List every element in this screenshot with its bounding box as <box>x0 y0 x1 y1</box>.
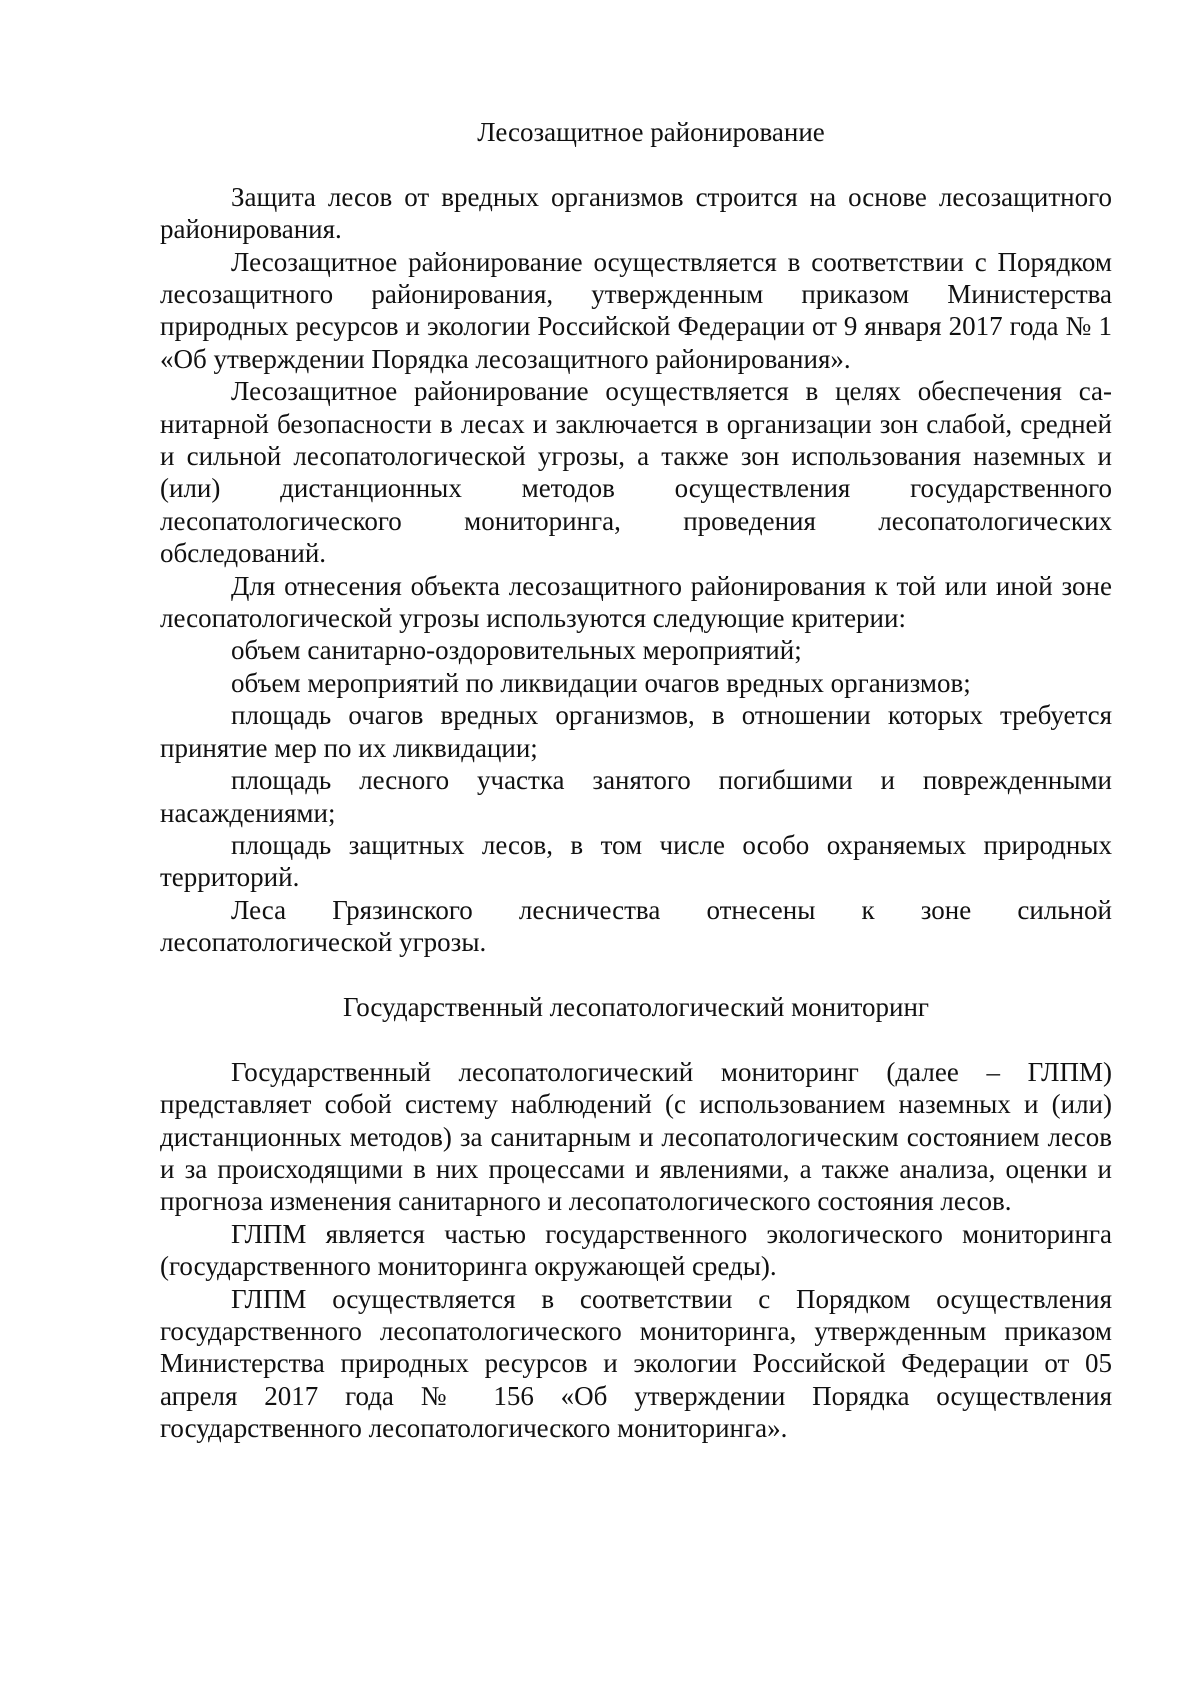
paragraph: Леса Грязинского лесничества отнесены к зоне сильной лесопатологической угрозы. <box>160 894 1112 958</box>
spacer <box>160 959 1112 991</box>
paragraph: Государственный лесопатологический мониторинг (далее – ГЛПМ) представляет собой систему наблюдений (с использованием наземных и (или) дистанционных методов) за санитарным и лесопатологическим состоянием лесов и за происходящими в них процессами и явлениями, а также анализа, оценки и прогноза изменения санитарного и лесопатологического состояния лесов. <box>160 1056 1112 1217</box>
paragraph: Для отнесения объекта лесозащитного районирования к той или иной зоне лесопатологической угрозы используются следующие критерии: <box>160 570 1112 634</box>
section-title-forest-zoning: Лесозащитное районирование <box>477 117 825 147</box>
paragraph: ГЛПМ является частью государственного экологического мониторинга (государственного мониторинга окружающей среды). <box>160 1218 1112 1282</box>
criteria-item: площадь защитных лесов, в том числе особо охраняемых природных территорий. <box>160 829 1112 893</box>
criteria-item: площадь очагов вредных организмов, в отношении которых требуется принятие мер по их ликвидации; <box>160 700 1112 763</box>
spacer <box>160 148 1112 180</box>
criteria-item: объем мероприятий по ликвидации очагов вредных организмов; <box>231 667 971 698</box>
paragraph: ГЛПМ осуществляется в соответствии с Порядком осуществления государственного лесопатологического мониторинга, утвержденным приказом Министерства природных ресурсов и экологии Российской Федерации от 05 апреля 2017 года № 156 «Об утверждении Порядка осуществления государственного лесопатологического мониторинга». <box>160 1283 1112 1444</box>
section-title-monitoring: Государственный лесопатологический мониторинг <box>343 991 929 1022</box>
criteria-item: объем санитарно-оздоровительных мероприятий; <box>231 635 802 666</box>
document-page <box>160 116 1112 1445</box>
paragraph: Лесозащитное районирование осуществляется в соответствии с Порядком лесозащитного районирования, утвержденным приказом Министерства природных ресурсов и экологии Российской Федерации от 9 января 2017 года № 1 «Об утверждении Порядка лесозащитного районирования». <box>160 246 1112 374</box>
criteria-item: площадь лесного участка занятого погибшими и поврежденными насаждениями; <box>160 765 1112 828</box>
paragraph: Лесозащитное районирование осуществляется в целях обеспечения санитарной безопасности в лесах и заключается в организации зон слабой, средней и сильной лесопатологической угрозы, а также зон использования наземных и (или) дистанционных методов осуществления государственного лесопатологического мониторинга, проведения лесопатологических обследований. <box>160 376 1112 569</box>
paragraph: Защита лесов от вредных организмов строится на основе лесозащитного районирования. <box>160 181 1112 245</box>
spacer <box>160 1023 1112 1055</box>
